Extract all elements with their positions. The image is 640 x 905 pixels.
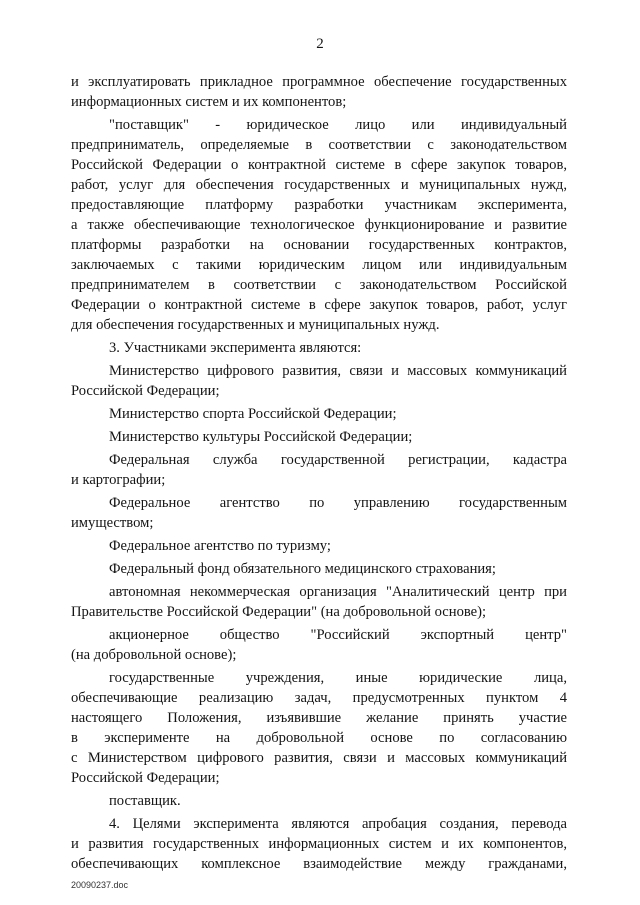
text-line: 4. Целями эксперимента являются апробация создания, перевода — [109, 816, 567, 832]
text-line: (на добровольной основе); — [71, 647, 237, 663]
text-line: Министерство культуры Российской Федерации; — [109, 429, 413, 445]
text-line: для обеспечения государственных и муниципальных нужд. — [71, 317, 440, 333]
text-line: заключаемых с такими юридическим лицом или индивидуальным — [71, 257, 567, 273]
text-line: предоставляющие платформу разработки участникам эксперимента, — [71, 197, 567, 213]
footer-filename: 20090237.doc — [71, 880, 129, 890]
text-line: платформы разработки на основании государственных контрактов, — [71, 237, 567, 253]
text-line: имуществом; — [71, 515, 154, 531]
text-line: а также обеспечивающие технологическое функционирование и развитие — [71, 217, 567, 233]
text-line: Федеральное агентство по туризму; — [109, 538, 331, 554]
text-line: работ, услуг для обеспечения государственных и муниципальных нужд, — [71, 177, 567, 193]
text-line: и эксплуатировать прикладное программное обеспечение государственных — [71, 74, 567, 90]
text-line: Федеральная служба государственной регистрации, кадастра — [109, 452, 567, 468]
page-number: 2 — [316, 36, 324, 52]
text-line: "поставщик" - юридическое лицо или индивидуальный — [109, 117, 567, 133]
text-line: государственные учреждения, иные юридические лица, — [109, 670, 567, 686]
text-line: Российской Федерации; — [71, 770, 220, 786]
text-line: обеспечивающие реализацию задач, предусмотренных пунктом 4 — [71, 690, 567, 706]
text-line: в эксперименте на добровольной основе по согласованию — [71, 730, 567, 746]
text-line: Министерство цифрового развития, связи и массовых коммуникаций — [109, 363, 567, 379]
text-line: поставщик. — [109, 793, 181, 809]
text-line: Российской Федерации; — [71, 383, 220, 399]
text-line: и картографии; — [71, 472, 166, 488]
text-line: Министерство спорта Российской Федерации; — [109, 406, 397, 422]
text-line: информационных систем и их компонентов; — [71, 94, 347, 110]
text-line: Правительстве Российской Федерации" (на добровольной основе); — [71, 604, 487, 620]
text-line: с Министерством цифрового развития, связи и массовых коммуникаций — [71, 750, 567, 766]
text-line: Российской Федерации о контрактной системе в сфере закупок товаров, — [71, 157, 567, 173]
text-line: обеспечивающих комплексное взаимодействие между гражданами, — [71, 856, 567, 872]
text-line: акционерное общество "Российский экспортный центр" — [109, 627, 567, 643]
text-line: 3. Участниками эксперимента являются: — [109, 340, 362, 356]
text-line: настоящего Положения, изъявившие желание принять участие — [71, 710, 567, 726]
text-line: автономная некоммерческая организация "Аналитический центр при — [109, 584, 567, 600]
text-line: предприниматель, определяемые в соответствии с законодательством — [71, 137, 567, 153]
text-line: Федеральное агентство по управлению государственным — [109, 495, 567, 511]
text-line: предпринимателем в соответствии с законодательством Российской — [71, 277, 567, 293]
text-line: Федерации о контрактной системе в сфере закупок товаров, работ, услуг — [71, 297, 567, 313]
text-line: Федеральный фонд обязательного медицинского страхования; — [109, 561, 496, 577]
text-line: и развития государственных информационных систем и их компонентов, — [71, 836, 567, 852]
